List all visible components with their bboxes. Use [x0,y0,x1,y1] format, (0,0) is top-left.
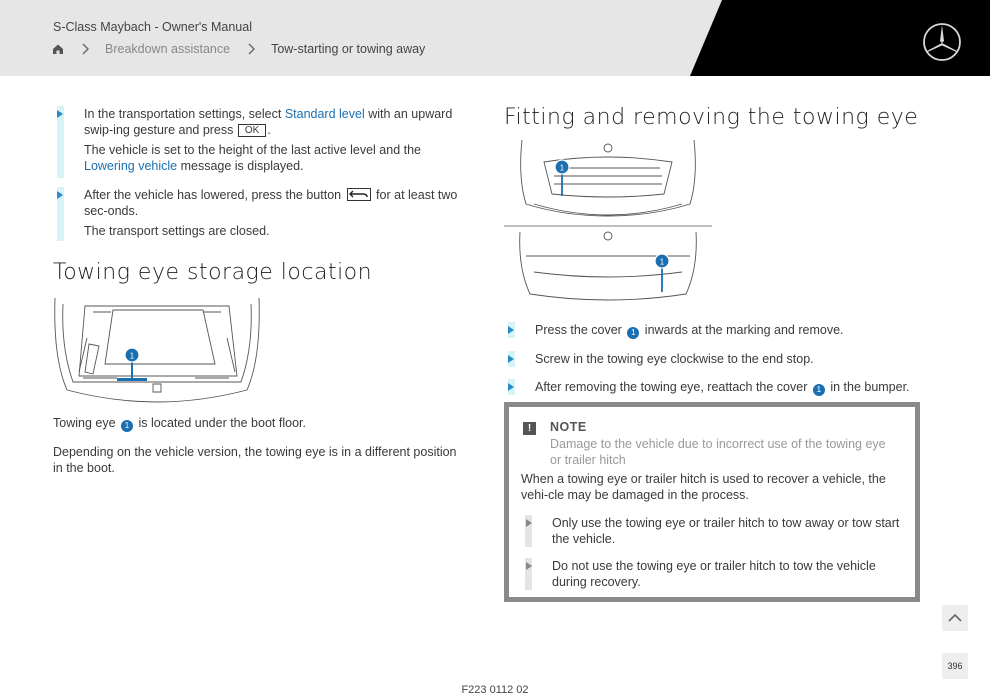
front-rear-bumper-illustration [504,138,712,304]
breadcrumb-link-breakdown-assistance[interactable]: Breakdown assistance [105,42,231,56]
step-text: for at least two sec-onds. [84,188,458,218]
result-text: The transport settings are closed. [84,224,270,238]
storage-text-b: is located under the boot floor. [135,416,306,430]
note-subtitle: Damage to the vehicle due to incorrect use of the towing eye or trailer hitch [550,437,886,467]
step-arrow-icon [508,383,514,391]
link-lowering-vehicle[interactable]: Lowering vehicle [84,159,178,173]
note-step-text: Only use the towing eye or trailer hitch to tow away or tow start the vehicle. [552,516,900,546]
note-box [504,402,920,602]
result-text: The vehicle is set to the height of the last active level and the [84,143,422,157]
step-reattach-cover [504,379,924,396]
step-text: with an upward swip-ing gesture and press [84,107,453,137]
step-press-back-button [53,187,473,239]
badge-1: 1 [627,327,639,339]
note-body: When a towing eye or trailer hitch is used to recover a vehicle, the vehi-cle may be damaged in the process. [521,472,886,502]
note-step-text: Do not use the towing eye or trailer hitch to tow the vehicle during recovery. [552,559,876,589]
figure-badge-rear: 1 [659,257,665,267]
ok-key: OK [238,124,266,137]
left-steps [53,106,473,239]
step-arrow-icon [57,110,63,118]
storage-text-a: Towing eye [53,416,120,430]
step-press-cover [504,322,924,339]
step-screw-in [504,351,924,367]
footer-code: F223 0112 02 [461,684,529,696]
step-select-standard-level [53,106,473,174]
badge-1: 1 [121,420,133,432]
scroll-up-button[interactable] [942,605,968,631]
header-bar [0,0,990,76]
note-steps [521,515,901,590]
manual-title: S-Class Maybach - Owner's Manual [53,20,252,34]
chevron-up-icon [942,605,968,631]
figure-badge-storage: 1 [129,351,135,361]
chevron-right-icon [80,43,90,55]
step-text: After removing the towing eye, reattach the cover [535,380,811,394]
page-number[interactable]: 396 [942,653,968,679]
step-arrow-icon [508,355,514,363]
step-text: In the transportation settings, select [84,107,285,121]
storage-paragraph: Depending on the vehicle version, the towing eye is in a different position in the boot. [53,445,457,475]
note-title: NOTE [550,420,587,434]
note-step [521,558,901,590]
breadcrumb-current-page: Tow-starting or towing away [271,42,426,56]
storage-text [53,415,463,476]
chevron-right-icon [246,43,256,55]
step-text: After the vehicle has lowered, press the button [84,188,345,202]
result-text: message is displayed. [177,159,304,173]
mercedes-star-logo[interactable] [922,22,962,62]
figure-badge-front: 1 [559,163,565,173]
home-icon[interactable] [52,43,64,55]
step-arrow-icon [57,191,63,199]
boot-storage-illustration [53,298,261,404]
step-text: Screw in the towing eye clockwise to the end stop. [535,352,814,366]
step-arrow-icon [526,562,532,570]
fitting-steps [504,322,924,396]
warning-icon: ! [523,422,536,435]
section-title-fitting: Fitting and removing the towing eye [504,105,919,130]
link-standard-level[interactable]: Standard level [284,107,365,121]
breadcrumb [52,42,425,56]
step-text: Press the cover [535,323,626,337]
back-arrow-icon [347,188,371,201]
step-arrow-icon [508,326,514,334]
step-text: inwards at the marking and remove. [641,323,844,337]
section-title-storage: Towing eye storage location [53,260,373,285]
step-arrow-icon [526,519,532,527]
step-text: in the bumper. [826,380,910,394]
note-step [521,515,901,547]
badge-1: 1 [813,384,825,396]
step-text: . [267,123,271,137]
